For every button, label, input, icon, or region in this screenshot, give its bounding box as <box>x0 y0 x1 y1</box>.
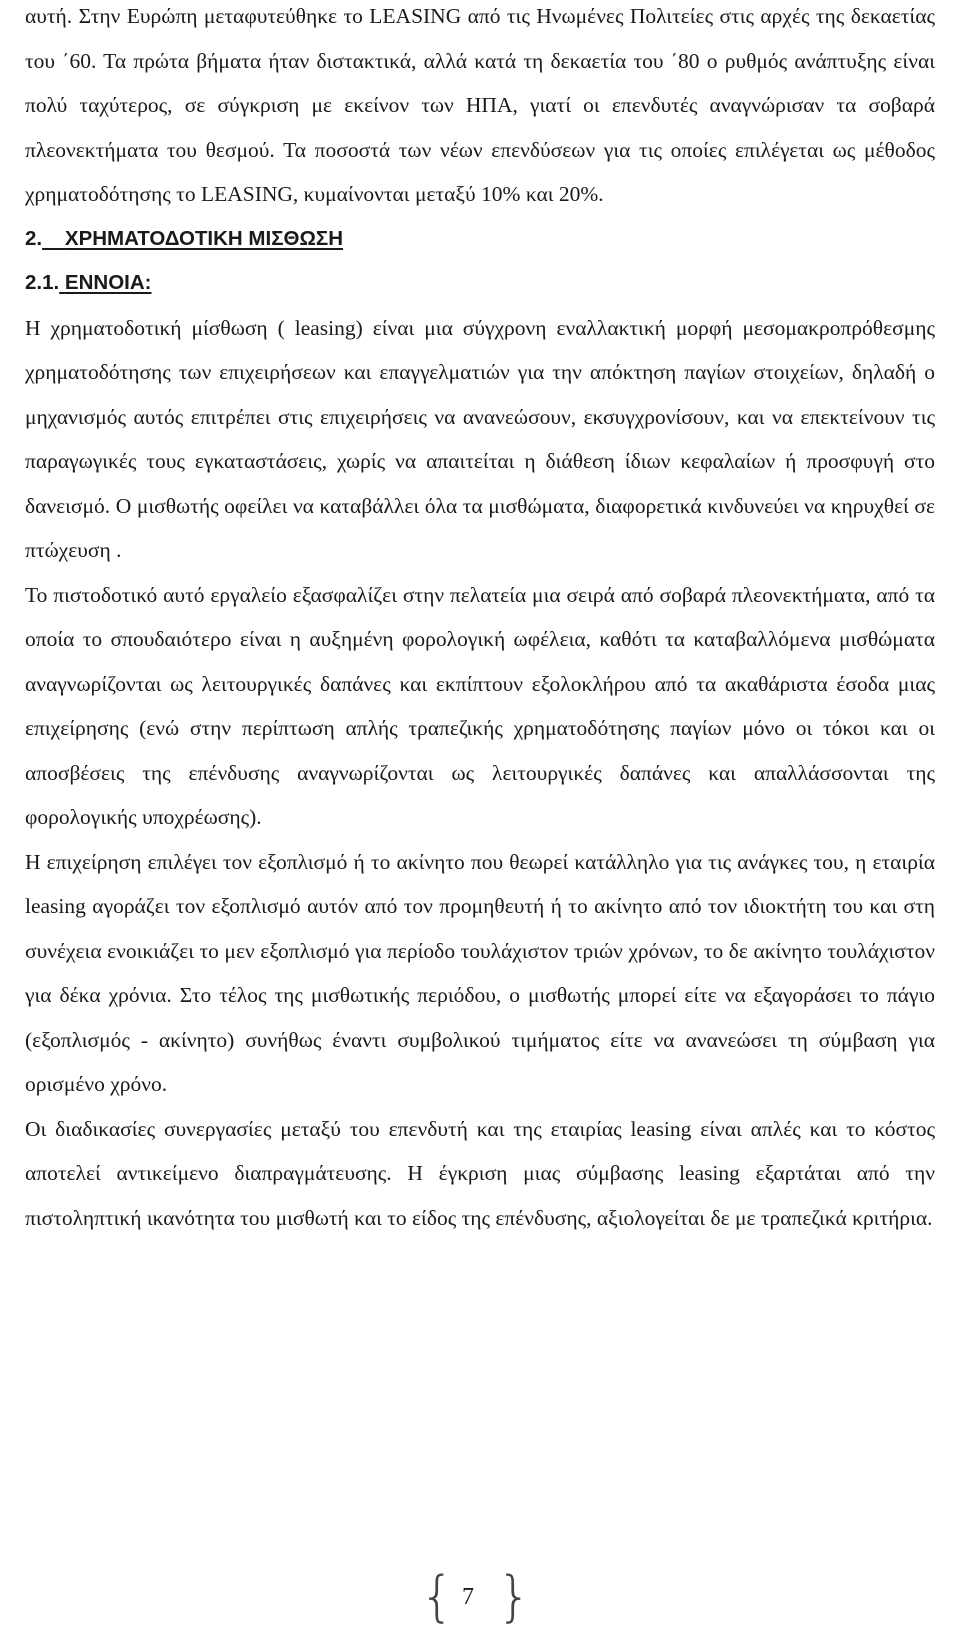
page-number: 7 <box>462 1584 474 1610</box>
left-brace-icon: { <box>420 1565 455 1628</box>
subsection-heading <box>25 261 935 306</box>
paragraph-process: Η επιχείρηση επιλέγει τον εξοπλισμό ή το ακίνητο που θεωρεί κατάλληλο για τις ανάγκες του, η εταιρία leasing αγοράζει τον εξοπλισμό αυτόν από τον προμηθευτή ή το ακίνητο από τον ιδιοκτήτη του και στη συνέχεια ενοικιάζει το μεν εξοπλισμό για περίοδο τουλάχιστον τριών χρόνων, το δε ακίνητο τουλάχιστον για δέκα χρόνια. Στο τέλος της μισθωτικής περιόδου, ο μισθωτής μπορεί είτε να εξαγοράσει το πάγιο (εξοπλισμός - ακίνητο) συνήθως έναντι συμβολικού τιμήματος είτε να ανανεώσει τη σύμβαση για ορισμένο χρόνο. <box>25 849 935 1096</box>
subsection-number: 2.1. <box>25 271 60 294</box>
section-title: ΧΡΗΜΑΤΟΔΟΤΙΚΗ ΜΙΣΘΩΣΗ <box>64 226 343 250</box>
paragraph-definition: Η χρηματοδοτική μίσθωση ( leasing) είναι μια σύγχρονη εναλλακτική μορφή μεσομακροπρόθεσμης χρηματοδότησης των επιχειρήσεων και επαγγελματιών για την απόκτηση παγίων στοιχείων, δηλαδή ο μηχανισμός αυτός επιτρέπει στις επιχειρήσεις να ανανεώσουν, εκσυγχρονίσουν, και να επεκτείνουν τις παραγωγικές τους εγκαταστάσεις, χωρίς να απαιτείται η διάθεση ίδιων κεφαλαίων ή προσφυγή στο δανεισμό. Ο μισθωτής οφείλει να καταβάλλει όλα τα μισθώματα, διαφορετικά κινδυνεύει να κηρυχθεί σε πτώχευση . <box>25 315 935 562</box>
paragraph-cooperation: Οι διαδικασίες συνεργασίες μεταξύ του επενδυτή και της εταιρίας leasing είναι απλές και το κόστος αποτελεί αντικείμενο διαπραγμάτευσης. Η έγκριση μιας σύμβασης leasing εξαρτάται από την πιστοληπτική ικανότητα του μισθωτή και το είδος της επένδυσης, αξιολογείται δε με τραπεζικά κριτήρια. <box>25 1116 935 1230</box>
section-number: 2. <box>25 226 43 250</box>
subsection-title: ΕΝΝΟΙΑ: <box>64 271 152 294</box>
right-brace-icon: } <box>497 1565 532 1628</box>
paragraph-advantages: Το πιστοδοτικό αυτό εργαλείο εξασφαλίζει στην πελατεία μια σειρά από σοβαρά πλεονεκτήματα, από τα οποία το σπουδαιότερο είναι η αυξημένη φορολογική ωφέλεια, καθότι τα καταβαλλόμενα μισθώματα αναγνωρίζονται ως λειτουργικές δαπάνες και εκπίπτουν εξολοκλήρου από τα ακαθάριστα έσοδα μιας επιχείρησης (ενώ στην περίπτωση απλής τραπεζικής χρηματοδότησης παγίων μόνο οι τόκοι και οι αποσβέσεις της επένδυσης αναγνωρίζονται ως λειτουργικές δαπάνες και απαλλάσσονται της φορολογικής υποχρέωσης). <box>25 582 935 829</box>
page-footer <box>0 1565 960 1628</box>
document-page <box>25 0 935 1240</box>
paragraph-leasing-history: αυτή. Στην Ευρώπη μεταφυτεύθηκε το LEASING από τις Ηνωμένες Πολιτείες στις αρχές της δεκαετίας του ΄60. Τα πρώτα βήματα ήταν διστακτικά, αλλά κατά τη δεκαετία του ΄80 ο ρυθμός ανάπτυξης είναι πολύ ταχύτερος, σε σύγκριση με εκείνον των ΗΠΑ, γιατί οι επενδυτές αναγνώρισαν τα σοβαρά πλεονεκτήματα του θεσμού. Τα ποσοστά των νέων επενδύσεων για τις οποίες επιλέγεται ως μέθοδος χρηματοδότησης το LEASING, κυμαίνονται μεταξύ 10% και 20%. <box>25 4 935 206</box>
section-heading <box>25 217 935 262</box>
